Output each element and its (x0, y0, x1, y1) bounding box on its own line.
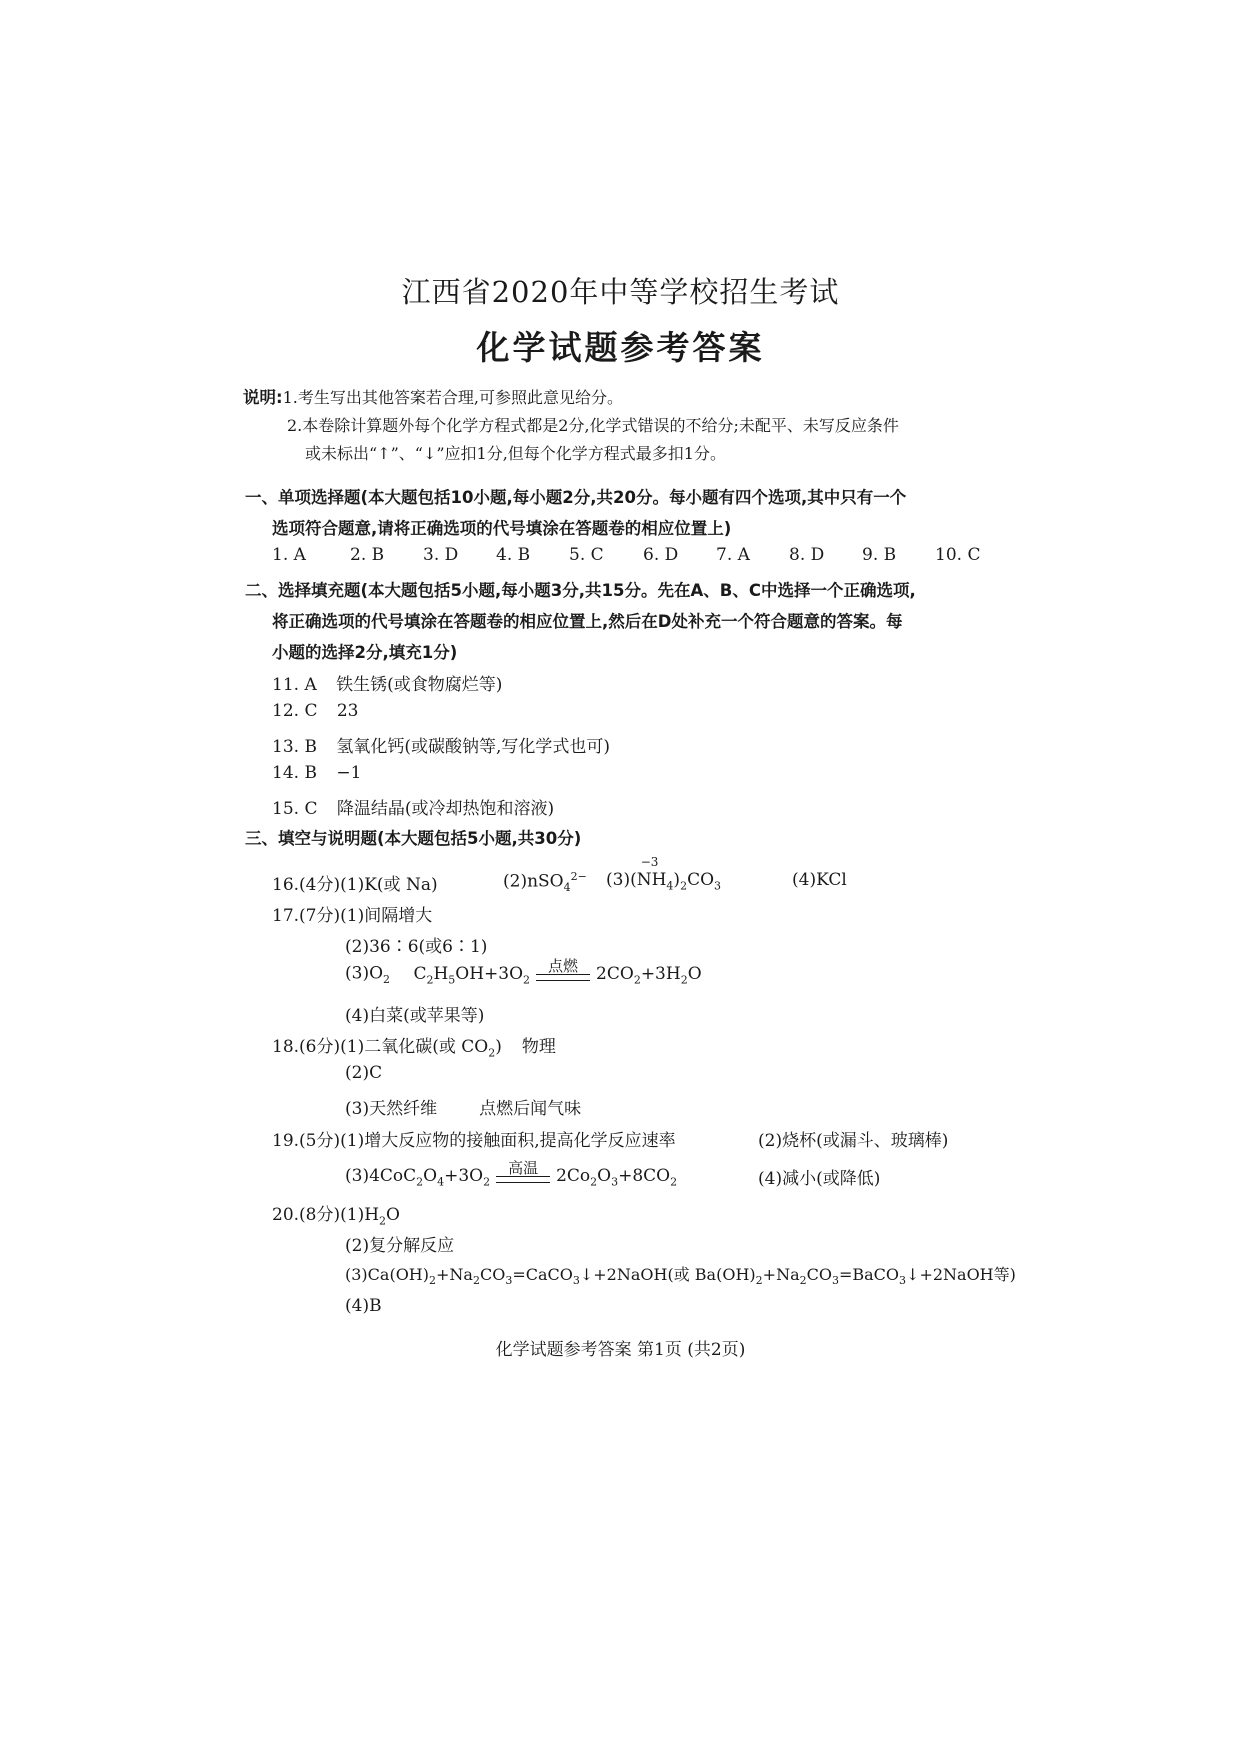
note-2a: 2.本卷除计算题外每个化学方程式都是2分,化学式错误的不给分;未配平、未写反应条件 (287, 416, 899, 435)
eq-sub: 3 (899, 1274, 907, 1288)
q16-row (272, 870, 438, 895)
mc-answer-3: 3. D (423, 545, 459, 565)
mc-answer-6: 6. D (643, 545, 679, 565)
eq-sub: 2 (799, 1274, 807, 1288)
eq-text: +3H (640, 963, 681, 984)
eq-text: 2Co (556, 1165, 591, 1186)
section3-heading: 三、填空与说明题(本大题包括5小题,共30分) (245, 829, 582, 848)
q20-part1: (1)H (340, 1205, 380, 1225)
q20-part1-o: O (386, 1205, 400, 1225)
q16-part2-text: (2)nSO (503, 871, 564, 892)
fill-item-text: 23 (336, 701, 359, 721)
q17-part2: (2)36∶6(或6∶1) (345, 937, 488, 957)
q17-part1: (1)间隔增大 (340, 906, 433, 926)
q20-row (272, 1200, 400, 1227)
eq-text: CO (806, 1265, 832, 1284)
q17-equation-right (596, 964, 702, 984)
nitrogen-symbol: N (636, 870, 652, 890)
q20-number: 20.(8分) (272, 1205, 341, 1225)
eq-sub: 3 (831, 1274, 839, 1288)
fill-item-text: 铁生锈(或食物腐烂等) (336, 675, 503, 695)
fill-item-12 (272, 701, 359, 721)
eq-text: 2CO (596, 963, 634, 984)
q16-sub: 4 (666, 879, 674, 893)
mc-answer-2: 2. B (350, 545, 385, 565)
eq-sub: 2 (633, 973, 641, 986)
q16-part3-close: ) (673, 870, 681, 890)
q16-sub: 2 (680, 879, 688, 893)
eq-sub: 2 (755, 1274, 763, 1288)
q17-part3-text: (3)O (345, 963, 384, 984)
mc-answer-5: 5. C (569, 545, 604, 565)
section2-heading-3: 小题的选择2分,填充1分) (272, 643, 458, 662)
q20-part4: (4)B (345, 1296, 382, 1316)
q17-equation-left (413, 964, 530, 984)
q16-part3-open: (3)( (606, 870, 637, 890)
note-1-text: 1.考生写出其他答案若合理,可参照此意见给分。 (282, 388, 623, 407)
q16-part3-co: CO (687, 870, 715, 890)
q16-part3 (606, 855, 722, 893)
q16-nitrogen-valence (636, 855, 659, 890)
page-footer: 化学试题参考答案 第1页 (共2页) (495, 1340, 746, 1360)
eq-sub: 3 (572, 1274, 580, 1288)
eq-text: O (423, 1165, 438, 1186)
valence-label: −3 (640, 855, 659, 869)
q18-part1: (1)二氧化碳(或 CO (340, 1037, 489, 1057)
section2-heading-2: 将正确选项的代号填涂在答题卷的相应位置上,然后在D处补充一个符合题意的答案。每 (272, 612, 903, 631)
eq-sub: 4 (437, 1175, 445, 1188)
q17-number: 17.(7分) (272, 906, 341, 926)
eq-sub: 3 (611, 1175, 619, 1188)
q16-part1: (1)K(或 Na) (340, 875, 438, 895)
eq-sub: 2 (483, 1175, 491, 1188)
fill-item-number: 14. B (272, 763, 317, 783)
equals-bar (496, 1176, 550, 1183)
q18-part3-a: (3)天然纤维 (345, 1099, 438, 1119)
eq-text: =CaCO (512, 1265, 573, 1284)
eq-text: O (687, 963, 702, 984)
q16-part2-sup: 2− (570, 870, 587, 883)
q18-row (272, 1032, 556, 1059)
eq-text: (3)Ca(OH) (345, 1265, 429, 1284)
mc-answer-9: 9. B (862, 545, 897, 565)
eq-text: +8CO (618, 1165, 671, 1186)
q19-reaction-condition (496, 1160, 550, 1188)
exam-title: 江西省2020年中等学校招生考试 (401, 275, 840, 309)
eq-text: =BaCO (838, 1265, 900, 1284)
q19-equation-left (345, 1166, 490, 1186)
eq-sub: 2 (429, 1274, 436, 1288)
q16-part4: (4)KCl (792, 870, 847, 890)
note-2b: 或未标出“↑”、“↓”应扣1分,但每个化学方程式最多扣1分。 (305, 444, 726, 463)
fill-item-14 (272, 763, 361, 783)
eq-sub: 2 (523, 973, 531, 986)
eq-text: C (413, 963, 427, 984)
section1-heading-2: 选项符合题意,请将正确选项的代号填涂在答题卷的相应位置上) (272, 519, 732, 538)
eq-sub: 2 (472, 1274, 480, 1288)
eq-text: +3O (444, 1165, 484, 1186)
eq-text: +Na (436, 1265, 473, 1284)
fill-item-text: 降温结晶(或冷却热饱和溶液) (336, 799, 555, 819)
condition-label: 高温 (508, 1159, 539, 1177)
q19-row (272, 1126, 676, 1151)
q18-part1-close: ) (495, 1037, 502, 1057)
mc-answer-8: 8. D (789, 545, 825, 565)
eq-text: (3)4CoC (345, 1165, 417, 1186)
mc-answer-7: 7. A (716, 545, 750, 565)
q16-number: 16.(4分) (272, 875, 341, 895)
note-1 (243, 384, 623, 408)
q17-part3 (345, 958, 702, 986)
q19-part3 (345, 1160, 677, 1188)
q17-row (272, 901, 432, 926)
answer-key-title: 化学试题参考答案 (476, 328, 765, 367)
q18-part2: (2)C (345, 1063, 383, 1083)
q16-sub: 3 (714, 879, 722, 893)
eq-text: ↓+2NaOH(或 Ba(OH) (579, 1265, 756, 1284)
q20-sub: 2 (379, 1214, 387, 1228)
fill-item-number: 13. B (272, 737, 317, 757)
q19-number: 19.(5分) (272, 1131, 341, 1151)
q20-part3 (345, 1262, 1016, 1287)
q16-part2-sub: 4 (563, 881, 571, 895)
mc-answer-10: 10. C (935, 545, 981, 565)
eq-sub: 2 (680, 973, 688, 986)
q19-part4: (4)减小(或降低) (758, 1169, 881, 1189)
eq-sub: 3 (505, 1274, 513, 1288)
q18-part3 (345, 1094, 581, 1119)
q17-sub: 2 (383, 973, 391, 986)
eq-sub: 2 (426, 973, 434, 986)
eq-text: ↓+2NaOH等) (906, 1265, 1016, 1284)
eq-text: +Na (762, 1265, 800, 1284)
q18-part3-b: 点燃后闻气味 (479, 1099, 582, 1119)
q20-part2: (2)复分解反应 (345, 1236, 455, 1256)
eq-sub: 2 (590, 1175, 598, 1188)
q19-part2: (2)烧杯(或漏斗、玻璃棒) (758, 1131, 949, 1151)
eq-sub: 5 (448, 973, 456, 986)
eq-text: OH+3O (455, 963, 524, 984)
section2-heading-1: 二、选择填充题(本大题包括5小题,每小题3分,共15分。先在A、B、C中选择一个正确选项, (245, 581, 916, 600)
q17-reaction-condition (536, 958, 590, 986)
mc-answer-4: 4. B (496, 545, 531, 565)
eq-text: CO (479, 1265, 506, 1284)
q16-part2 (503, 870, 587, 894)
fill-item-text: −1 (336, 763, 362, 783)
fill-item-15 (272, 794, 554, 819)
q17-part4: (4)白菜(或苹果等) (345, 1006, 485, 1026)
q18-sub: 2 (488, 1046, 496, 1060)
fill-item-text: 氢氧化钙(或碳酸钠等,写化学式也可) (336, 737, 611, 757)
note-label: 说明: (243, 388, 283, 407)
condition-label: 点燃 (548, 957, 579, 975)
q19-part1: (1)增大反应物的接触面积,提高化学反应速率 (340, 1131, 676, 1151)
eq-sub: 2 (670, 1175, 678, 1188)
fill-item-13 (272, 732, 610, 757)
fill-item-11 (272, 670, 502, 695)
q18-number: 18.(6分) (272, 1037, 341, 1057)
fill-item-number: 12. C (272, 701, 318, 721)
eq-text: O (597, 1165, 612, 1186)
fill-item-number: 11. A (272, 675, 317, 695)
mc-answer-1: 1. A (272, 545, 306, 565)
section1-heading-1: 一、单项选择题(本大题包括10小题,每小题2分,共20分。每小题有四个选项,其中只有一个 (245, 488, 907, 507)
q16-part3-h: H (651, 870, 667, 890)
fill-item-number: 15. C (272, 799, 318, 819)
eq-sub: 2 (416, 1175, 424, 1188)
eq-text: H (433, 963, 449, 984)
q19-equation-right (556, 1166, 677, 1186)
q18-part1-answer: 物理 (521, 1037, 556, 1057)
equals-bar (536, 974, 590, 981)
